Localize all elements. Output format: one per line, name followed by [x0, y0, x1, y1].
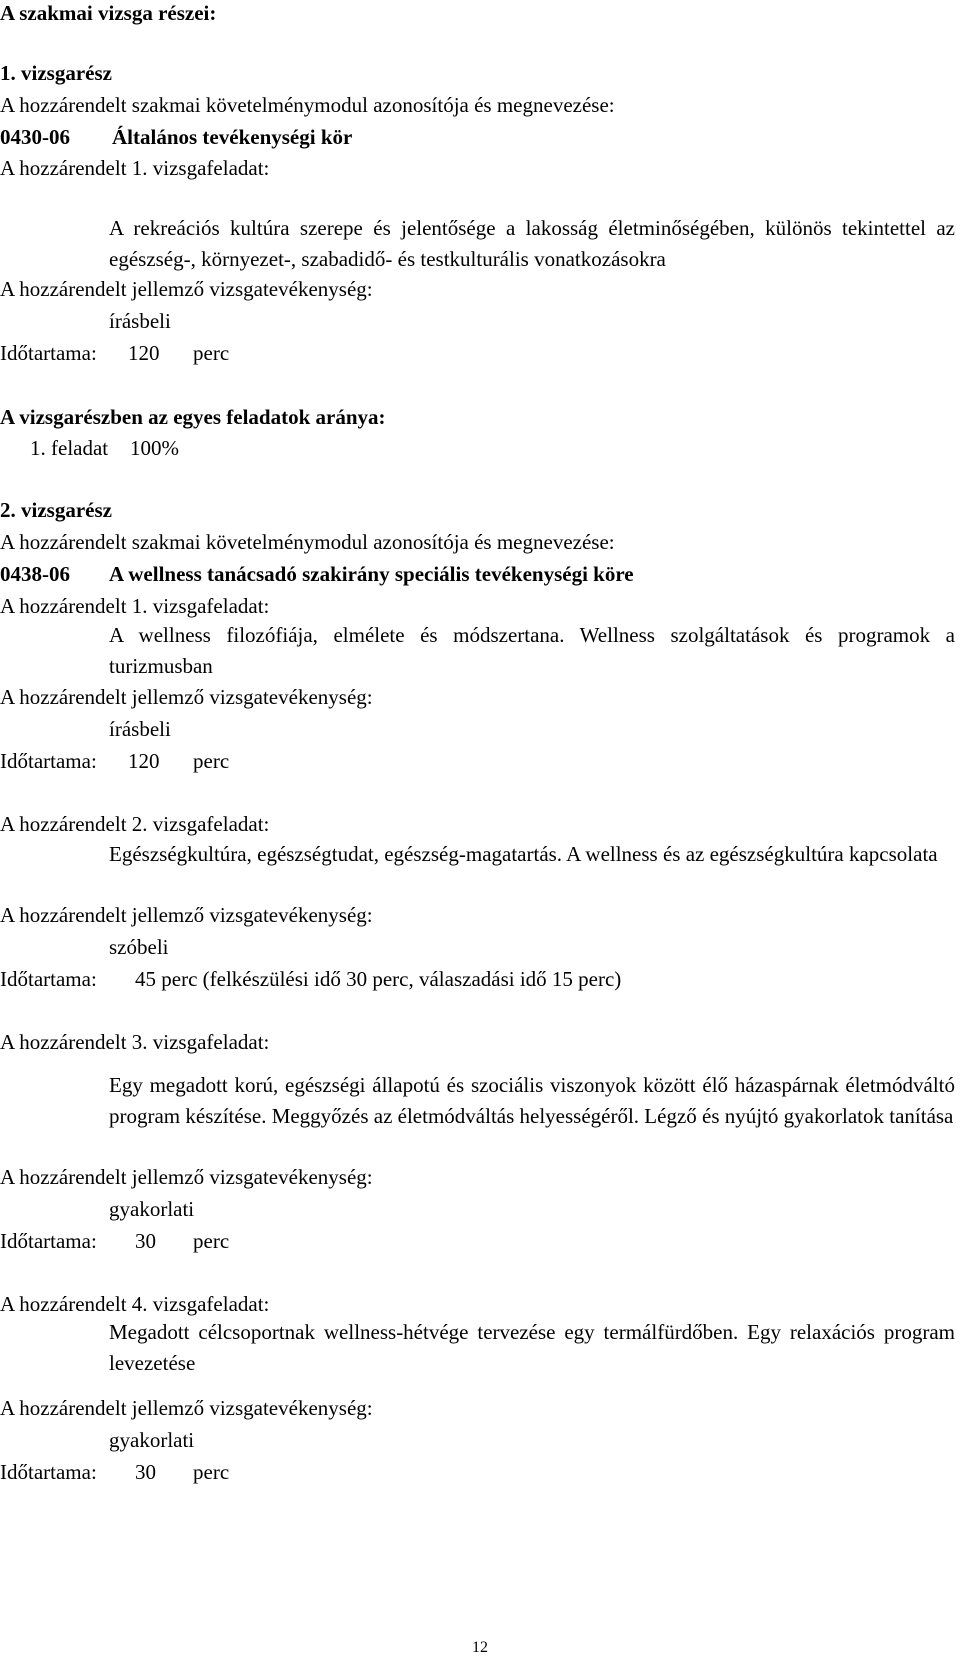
part2-task3-text: Egy megadott korú, egészségi állapotú és szociális viszonyok között élő házaspárnak életmódváltó program készítése. Meggyőzés az életmódváltás helyességéről. Légző és nyújtó gyakorlatok tanítása	[109, 1073, 955, 1128]
part1-duration-value: 120	[128, 341, 160, 365]
part2-task4-activity: gyakorlati	[109, 1428, 195, 1452]
part2-task3-duration-label: Időtartama:	[0, 1229, 97, 1253]
part2-task4-duration-label: Időtartama:	[0, 1460, 97, 1484]
part1-activity: írásbeli	[109, 309, 171, 333]
part2-task1-duration-unit: perc	[193, 749, 230, 773]
part1-ratio-value: 100%	[130, 436, 179, 460]
part1-task-label: A hozzárendelt 1. vizsgafeladat:	[0, 156, 270, 180]
part1-ratio-title: A vizsgarészben az egyes feladatok aránya:	[0, 405, 386, 429]
part2-task2-activity: szóbeli	[109, 935, 169, 959]
part1-activity-label: A hozzárendelt jellemző vizsgatevékenység:	[0, 277, 373, 301]
part2-task4-activity-label: A hozzárendelt jellemző vizsgatevékenység:	[0, 1396, 373, 1420]
part2-task4-text: Megadott célcsoportnak wellness-hétvége tervezése egy termálfürdőben. Egy relaxációs program levezetése	[109, 1320, 955, 1375]
part2-title: 2. vizsgarész	[0, 498, 112, 522]
part2-task3-activity: gyakorlati	[109, 1197, 195, 1221]
part2-task2-text: Egészségkultúra, egészségtudat, egészség-magatartás. A wellness és az egészségkultúra kapcsolata	[109, 842, 938, 866]
part2-task3-duration-unit: perc	[193, 1229, 230, 1253]
part2-task1-activity: írásbeli	[109, 717, 171, 741]
part2-task4-duration-unit: perc	[193, 1460, 230, 1484]
part2-module-label: A hozzárendelt szakmai követelménymodul azonosítója és megnevezése:	[0, 530, 615, 554]
part2-task1-duration-value: 120	[128, 749, 160, 773]
part2-task3-label: A hozzárendelt 3. vizsgafeladat:	[0, 1030, 270, 1054]
part1-module-label: A hozzárendelt szakmai követelménymodul azonosítója és megnevezése:	[0, 93, 615, 117]
part2-task3-activity-label: A hozzárendelt jellemző vizsgatevékenység:	[0, 1165, 373, 1189]
part1-task-text: A rekreációs kultúra szerepe és jelentősége a lakosság életminőségében, különös tekintettel az egészség-, környezet-, szabadidő- és testkulturális vonatkozásokra	[109, 216, 955, 271]
part2-task1-label: A hozzárendelt 1. vizsgafeladat:	[0, 594, 270, 618]
part2-task4-duration-value: 30	[135, 1460, 156, 1484]
part2-task1-duration-label: Időtartama:	[0, 749, 97, 773]
page-number: 12	[472, 1639, 488, 1656]
part2-task2-duration-value: 45 perc (felkészülési idő 30 perc, válaszadási idő 15 perc)	[135, 967, 622, 991]
part2-task3-duration-value: 30	[135, 1229, 156, 1253]
part2-module-name: A wellness tanácsadó szakirány speciális tevékenységi köre	[109, 562, 634, 586]
part2-module-code: 0438-06	[0, 562, 70, 586]
part2-task1-text: A wellness filozófiája, elmélete és módszertana. Wellness szolgáltatások és programok a turizmusban	[109, 623, 955, 678]
part1-module-code: 0430-06	[0, 125, 70, 149]
part1-duration-unit: perc	[193, 341, 230, 365]
part1-duration-label: Időtartama:	[0, 341, 97, 365]
part2-task2-activity-label: A hozzárendelt jellemző vizsgatevékenység:	[0, 903, 373, 927]
part1-ratio-task: 1. feladat	[30, 436, 109, 460]
part1-title: 1. vizsgarész	[0, 61, 112, 85]
part2-task2-duration-label: Időtartama:	[0, 967, 97, 991]
part1-module-name: Általános tevékenységi kör	[112, 125, 353, 149]
part2-task4-label: A hozzárendelt 4. vizsgafeladat:	[0, 1292, 270, 1316]
part2-task2-label: A hozzárendelt 2. vizsgafeladat:	[0, 812, 270, 836]
part2-task1-activity-label: A hozzárendelt jellemző vizsgatevékenység:	[0, 685, 373, 709]
page-heading: A szakmai vizsga részei:	[0, 1, 217, 25]
